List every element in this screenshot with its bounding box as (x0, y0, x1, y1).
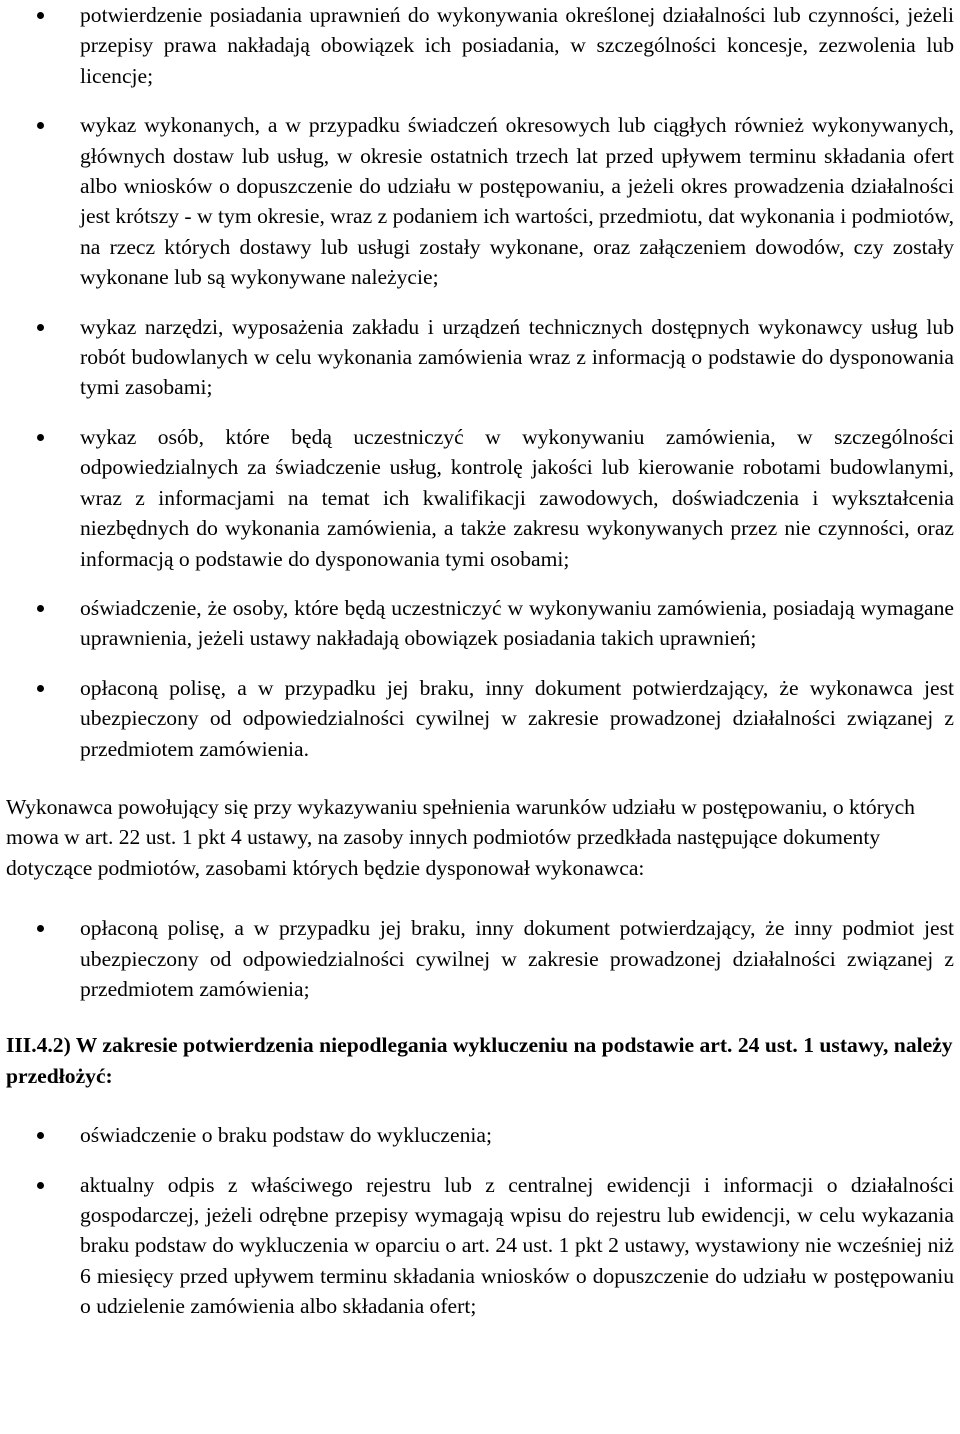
list-item: opłaconą polisę, a w przypadku jej braku, inny dokument potwierdzający, że inny podmiot jest ubezpieczony od odpowiedzialności cywilnej w zakresie prowadzonej działalności związanej z przedmiotem zamówienia; (6, 913, 954, 1004)
list-item: opłaconą polisę, a w przypadku jej braku, inny dokument potwierdzający, że wykonawca jest ubezpieczony od odpowiedzialności cywilnej w zakresie prowadzonej działalności związanej z przedmiotem zamówienia. (6, 673, 954, 764)
list-item: wykaz osób, które będą uczestniczyć w wykonywaniu zamówienia, w szczególności odpowiedzialnych za świadczenie usług, kontrolę jakości lub kierowanie robotami budowlanymi, wraz z informacjami na temat ich kwalifikacji zawodowych, doświadczenia i wykształcenia niezbędnych do wykonania zamówienia, a także zakresu wykonywanych przez nie czynności, oraz informacją o podstawie do dysponowania tymi osobami; (6, 422, 954, 574)
list-item: wykaz narzędzi, wyposażenia zakładu i urządzeń technicznych dostępnych wykonawcy usług lub robót budowlanych w celu wykonania zamówienia wraz z informacją o podstawie do dysponowania tymi zasobami; (6, 312, 954, 403)
list-item: oświadczenie o braku podstaw do wykluczenia; (6, 1120, 954, 1150)
bullet-icon (37, 12, 44, 19)
bullet-icon (37, 685, 44, 692)
bullet-icon (37, 1182, 44, 1189)
list-item: oświadczenie, że osoby, które będą uczestniczyć w wykonywaniu zamówienia, posiadają wymagane uprawnienia, jeżeli ustawy nakładają obowiązek posiadania takich uprawnień; (6, 593, 954, 654)
bullet-icon (37, 605, 44, 612)
paragraph-resources: Wykonawca powołujący się przy wykazywaniu spełnienia warunków udziału w postępowaniu, o których mowa w art. 22 ust. 1 pkt 4 ustawy, na zasoby innych podmiotów przedkłada następujące dokumenty dotyczące podmiotów, zasobami których będzie dysponował wykonawca: (6, 794, 915, 880)
list-item: wykaz wykonanych, a w przypadku świadczeń okresowych lub ciągłych również wykonywanych, głównych dostaw lub usług, w okresie ostatnich trzech lat przed upływem terminu składania ofert albo wniosków o dopuszczenie do udziału w postępowaniu, a jeżeli okres prowadzenia działalności jest krótszy - w tym okresie, wraz z podaniem ich wartości, przedmiotu, dat wykonania i podmiotów, na rzecz których dostawy lub usługi zostały wykonane, oraz załączeniem dowodów, czy zostały wykonane lub są wykonywane należycie; (6, 110, 954, 292)
bullet-icon (37, 324, 44, 331)
bullet-icon (37, 925, 44, 932)
document-list-1 (6, 0, 954, 764)
list-item: aktualny odpis z właściwego rejestru lub z centralnej ewidencji i informacji o działalności gospodarczej, jeżeli odrębne przepisy wymagają wpisu do rejestru lub ewidencji, w celu wykazania braku podstaw do wykluczenia w oparciu o art. 24 ust. 1 pkt 2 ustawy, wystawiony nie wcześniej niż 6 miesięcy przed upływem terminu składania wniosków o dopuszczenie do udziału w postępowaniu o udzielenie zamówienia albo składania ofert; (6, 1170, 954, 1322)
document-list-2 (6, 913, 954, 1004)
bullet-icon (37, 1132, 44, 1139)
document-list-3 (6, 1120, 954, 1321)
section-heading: III.4.2) W zakresie potwierdzenia niepodlegania wykluczeniu na podstawie art. 24 ust. 1 ustawy, należy przedłożyć: (6, 1033, 953, 1088)
list-item: potwierdzenie posiadania uprawnień do wykonywania określonej działalności lub czynności, jeżeli przepisy prawa nakładają obowiązek ich posiadania, w szczególności koncesje, zezwolenia lub licencje; (6, 0, 954, 91)
bullet-icon (37, 122, 44, 129)
bullet-icon (37, 434, 44, 441)
